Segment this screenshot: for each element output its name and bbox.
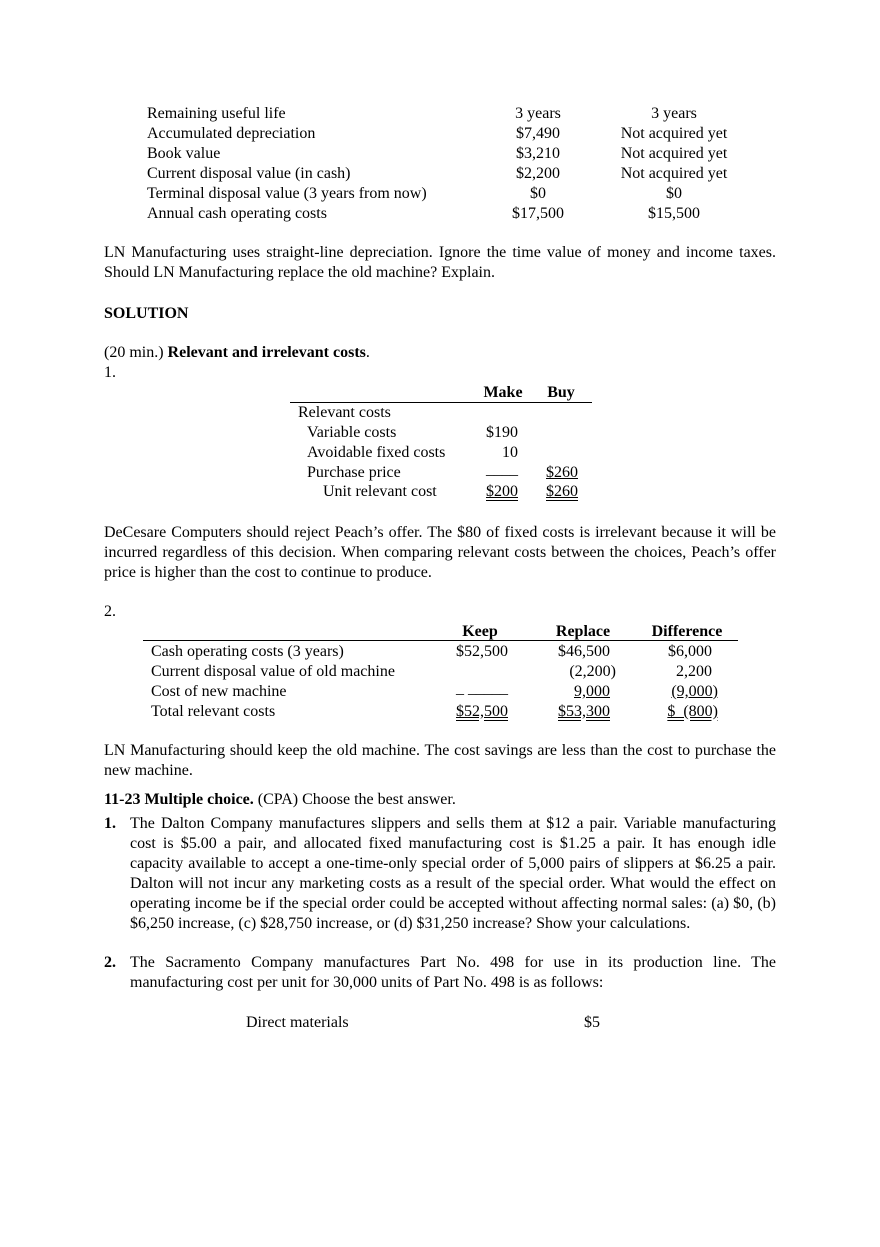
old-machine-value: 3 years — [515, 105, 561, 122]
row-label: Cash operating costs (3 years) — [151, 643, 344, 660]
part-1-explanation: DeCesare Computers should reject Peach’s offer. The $80 of fixed costs is irrelevant because it will be incurred regardless of this decision. When comparing relevant costs between the choices, Peach’s offer price is higher than the cost to continue to produce. — [104, 524, 776, 581]
replace-value: $46,500 — [558, 643, 610, 660]
replace-total: $53,300 — [558, 703, 610, 720]
new-machine-value: $0 — [666, 185, 682, 202]
row-label: Annual cash operating costs — [147, 205, 327, 222]
keep-value: $52,500 — [456, 643, 508, 660]
column-header-buy: Buy — [547, 384, 575, 401]
exercise-title: Multiple choice. — [144, 791, 254, 808]
old-machine-value: $3,210 — [516, 145, 560, 162]
row-label: Unit relevant cost — [323, 483, 437, 500]
old-machine-value: $17,500 — [512, 205, 564, 222]
problem-title — [104, 343, 370, 363]
difference-value: 2,200 — [676, 663, 712, 680]
replace-value: (2,200) — [569, 663, 616, 680]
problem-title-period: . — [365, 344, 370, 361]
new-machine-value: Not acquired yet — [620, 145, 728, 162]
buy-value: $260 — [546, 464, 578, 481]
cost-row-label: Direct materials — [246, 1014, 349, 1031]
replace-value: 9,000 — [574, 683, 610, 700]
column-header-difference: Difference — [651, 623, 723, 640]
new-machine-value: $15,500 — [648, 205, 700, 222]
new-machine-value: Not acquired yet — [620, 165, 728, 182]
item-text: The Dalton Company manufactures slippers and sells them at $12 a pair. Variable manufacturing cost is $5.00 a pair, and allocated fixed manufacturing cost is $1.25 a pair. It has enough idle capacity available to accept a one-time-only special order of 5,000 pairs of slippers at $6.25 a pair. Dalton will not incur any marketing costs as a result of the special order. What would the effect on operating income be if the special order could be accepted without affecting normal sales: (a) $0, (b) $6,250 increase, (c) $28,750 increase, or (d) $31,250 increase? Show your calculations. — [130, 815, 776, 932]
row-label: Current disposal value (in cash) — [147, 165, 351, 182]
question-paragraph: LN Manufacturing uses straight-line depreciation. Ignore the time value of money and income taxes. Should LN Manufacturing replace the old machine? Explain. — [104, 244, 776, 281]
header-rule — [143, 640, 738, 641]
part-1-label: 1. — [104, 364, 116, 381]
row-label: Variable costs — [307, 424, 397, 441]
keep-total: $52,500 — [456, 703, 508, 720]
solution-heading: SOLUTION — [104, 305, 189, 322]
difference-value: (9,000) — [671, 683, 718, 700]
old-machine-value: $7,490 — [516, 125, 560, 142]
list-item — [104, 953, 776, 993]
make-value: 10 — [502, 444, 518, 461]
problem-time: (20 min.) — [104, 344, 164, 361]
buy-total: $260 — [546, 483, 578, 500]
cost-row-value: $5 — [584, 1014, 600, 1031]
keep-value: _ _____ — [456, 680, 508, 697]
make-total: $200 — [486, 483, 518, 500]
row-label: Book value — [147, 145, 221, 162]
item-number: 2. — [104, 954, 116, 971]
column-header-keep: Keep — [462, 623, 498, 640]
column-header-make: Make — [483, 384, 523, 401]
row-label: Purchase price — [307, 464, 401, 481]
row-label: Terminal disposal value (3 years from now) — [147, 185, 427, 202]
make-value: ____ — [486, 461, 518, 478]
item-text: The Sacramento Company manufactures Part No. 498 for use in its production line. The manufacturing cost per unit for 30,000 units of Part No. 498 is as follows: — [130, 954, 776, 991]
difference-total: $ (800) — [667, 703, 718, 720]
exercise-instruction: (CPA) Choose the best answer. — [257, 791, 456, 808]
row-label: Total relevant costs — [151, 703, 276, 720]
part-2-explanation: LN Manufacturing should keep the old machine. The cost savings are less than the cost to purchase the new machine. — [104, 742, 776, 779]
exercise-number: 11-23 — [104, 791, 141, 808]
row-label: Accumulated depreciation — [147, 125, 316, 142]
row-label: Relevant costs — [298, 404, 391, 421]
new-machine-value: Not acquired yet — [620, 125, 728, 142]
column-header-replace: Replace — [555, 623, 611, 640]
item-number: 1. — [104, 815, 116, 832]
row-label: Remaining useful life — [147, 105, 286, 122]
new-machine-value: 3 years — [651, 105, 697, 122]
exercise-heading — [104, 790, 456, 810]
old-machine-value: $2,200 — [516, 165, 560, 182]
part-2-label: 2. — [104, 603, 116, 620]
list-item — [104, 814, 776, 934]
problem-title-text: Relevant and irrelevant costs — [167, 344, 366, 361]
old-machine-value: $0 — [530, 185, 546, 202]
row-label: Cost of new machine — [151, 683, 287, 700]
make-value: $190 — [486, 424, 518, 441]
difference-value: $6,000 — [668, 643, 712, 660]
row-label: Current disposal value of old machine — [151, 663, 395, 680]
row-label: Avoidable fixed costs — [307, 444, 446, 461]
